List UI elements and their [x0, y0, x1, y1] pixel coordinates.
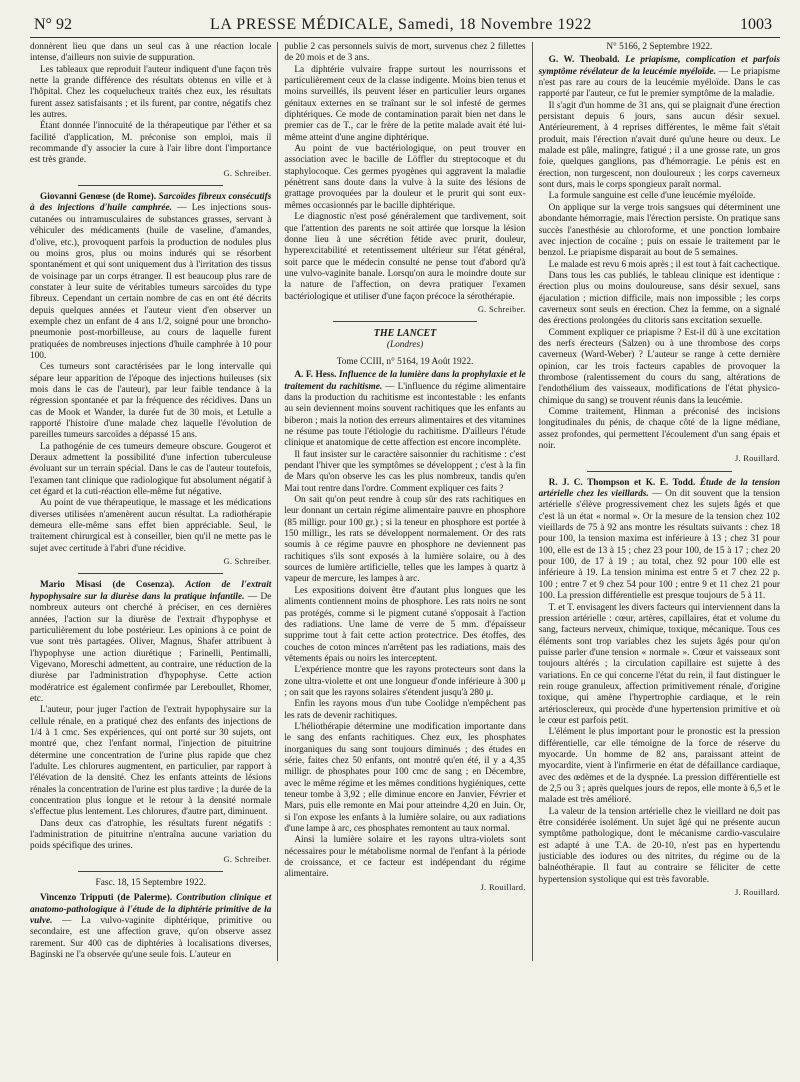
article-author: Mario Misasi (de Cosenza). [40, 580, 175, 591]
article-body: — Les injections sous-cutanées ou intramusculaires de substances grasses, servant à véhiculer des médicaments (huile de vaseline, d'amandes, d'olive, etc.), provoquent parfois la production de nodules plus ou moins gros, plus ou moins indurés qui se résorbent spontanément et qui sont uniquement dus à l'irritation des tissus de voisinage par un corps étranger. Il est beaucoup plus rare de constater à leur suite de véritables tumeurs sarcoïdes du type fibreux. Cependant un certain nombre de cas en ont été décrits depuis quelques années et l'auteur vient d'en observer un exemple chez un enfant de 4 ans 1/2, soigné pour une broncho-pneumonie post-morbilleuse, au cours de laquelle furent pratiquées de nombreuses injections d'huile camphrée à 10 pour 100. [30, 203, 272, 361]
divider [78, 871, 223, 872]
article-title: Influence de la lumière dans la prophylaxie et le traitement du rachitisme. [284, 370, 526, 392]
article-body: — De nombreux auteurs ont cherché à préciser, en ces dernières années, l'action sur la diurèse de l'extrait d'hypophyse et particulièrement du lobe postérieur. Les opinions à ce point de vue sont très partagées. Oliver, Magnus, Shafer attribuent à l'hypophyse une action diurétique ; Farinelli, Pentimalli, Vigevano, Moreschi admettent, au contraire, une réduction de la diurèse par l'administration d'hypophyse. Cette action modératrice est également confirmée par Lereboullet, Rhomer, etc. [30, 591, 272, 704]
paragraph: T. et T. envisagent les divers facteurs qui interviennent dans la pression artérielle : cœur, artères, capillaires, état et volume du sang, facteurs nerveux, chimique, toxique, mécanique. Tous ces éléments sont trop variables chez les sujets âgés pour qu'on puisse parler d'une tension « normale ». Cœur et vaisseaux sont toujours altérés ; la circulation capillaire est sujette à des variations. En ce qui concerne l'état du rein, il faut distinguer le rein rouge granuleux, affection primitivement rénale, d'origine toxique, qui amène l'hypertrophie cardiaque, et le rein artériosclereux, qui procède d'une hypertension primitive et où le cœur est parfois petit. [538, 602, 781, 726]
article-title: Étude de la tension artérielle chez les vieillards. [538, 477, 781, 500]
column-1 [30, 42, 271, 961]
paragraph: La valeur de la tension artérielle chez le vieillard ne doit pas être considérée isolément. Un sujet âgé qui ne présente aucun symptôme pathologique, dont le mécanisme cardio-vasculaire est adapté à une T.A. de 20-10, n'est pas en hypertendu justiciable des iodures ou des nitrites, du régime ou de la balnéothérapie. Il faut au contraire se féliciter de cette hypertension systolique qui est très favorable. [538, 806, 781, 885]
running-title: LA PRESSE MÉDICALE, Samedi, 18 Novembre 1922 [210, 16, 592, 33]
journal-issue: N° 5166, 2 Septembre 1922. [606, 42, 713, 52]
paragraph: Les expositions doivent être d'autant plus longues que les aliments contiennent moins de phosphore. Les rats noirs ne sont pas protégés, comme si le pigment cutané s'opposait à l'action des radiations. Une lame de verre de 5 mm. d'épaisseur supprime tout à fait cette action protectrice. Des étoffes, des couches de coton minces n'arrêtent pas les radiations, mais des vêtements épais ou noirs les interceptent. [284, 585, 526, 664]
paragraph: La diphtérie vulvaire frappe surtout les nourrissons et particulièrement ceux de la classe indigente. Moins bien tenus et moins surveillés, ils peuvent léser en particulier leurs organes génitaux externes en se traînant sur le sol infesté de germes diphtériques. Ce mode de contamination parait bien net dans le premier cas de T., car le frère de la petite malade avait été lui-même atteint d'une angine diphtérique. [284, 64, 526, 143]
paragraph: La formule sanguine est celle d'une leucémie myéloïde. [548, 191, 756, 202]
divider [78, 573, 223, 574]
paragraph: Dans deux cas d'atrophie, les résultats furent négatifs : l'administration de pituitrine n'entraîna aucune variation du poids spécifique des urines. [30, 818, 272, 852]
article-misasi [30, 580, 271, 705]
article-title: Sarcoïdes fibreux consécutifs à des injections d'huile camphrée. [30, 192, 272, 214]
paragraph: Comme traitement, Hinman a préconisé des incisions longitudinales du pénis, de chaque côté de la ligne médiane, assez profondes, qui permettent l'écoulement d'un sang épais et noir. [538, 407, 781, 452]
article-thompson-todd [539, 478, 780, 603]
header-rule [30, 37, 780, 38]
signature: J. Rouillard. [734, 888, 781, 898]
journal-city: (Londres) [386, 339, 424, 350]
columns [30, 42, 780, 961]
article-body: — L'influence du régime alimentaire dans la production du rachitisme est incontestable : les enfants au sein deviennent moins souvent rachitiques que les enfants au biberon ; mais la notion des erreurs alimentaires et des vitamines ne résume pas toute l'étiologie du rachitisme. D'ailleurs l'étude clinique et anatomique de cette affection est encore incomplète. [284, 381, 526, 449]
paragraph: Au point de vue thérapeutique, le massage et les médications diverses utilisées n'amenèrent aucun résultat. La radiothérapie demeura elle-même sans effet bien appréciable. Seul, le traitement chirurgical est à conseiller, bien qu'il ne mette pas le sujet avec certitude à l'abri d'une récidive. [30, 498, 272, 554]
journal-title: THE LANCET [373, 328, 437, 340]
paragraph: Ces tumeurs sont caractérisées par le long intervalle qui sépare leur apparition de l'époque des injections huileuses (six mois dans le cas de l'auteur), par leur faible tendance à la régression spontanée et par la fréquence des récidives. Dans un cas de Mook et Wander, la durée fut de 30 mois, et Letulle a rapporté l'histoire d'une malade chez laquelle l'évolution de pareilles tumeurs sarcoïdes a dépassé 15 ans. [30, 362, 272, 441]
page-number: 1003 [740, 16, 772, 33]
fascicle-date: Fasc. 18, 15 Septembre 1922. [95, 878, 206, 889]
article-title: Action de l'extrait hypophysaire sur la diurèse dans la pratique infantile. [30, 580, 272, 602]
column-separator [277, 42, 278, 961]
article-body: — Le priapisme n'est pas rare au cours de la leucémie myéloïde. Dans le cas rapporté par l'auteur, ce fut le premier symptôme de la maladie. [538, 66, 781, 100]
article-genoese [30, 192, 271, 362]
paragraph: Dans tous les cas publiés, le tableau clinique est identique : érection plus ou moins douloureuse, sans désir sexuel, sans éjaculation ; miction difficile, mais non impossible ; les corps caverneux sont seuls en érection. Chez la femme, on a signalé des érections prolongées du clitoris sans excitation sexuelle. [538, 270, 781, 327]
paragraph: On applique sur la verge trois sangsues qui déterminent une abondante hémorragie, mais l'érection persiste. On pratique sans succès l'anesthésie au chloroforme, et une ponction lombaire avec injection de cocaïne ; puis on essaie le traitement par le benzol. Le priapisme disparait au bout de 5 semaines. [538, 202, 781, 259]
article-title: Contribution clinique et anatomo-pathologique à l'étude de la diphtérie primitive de la vulve. [30, 893, 272, 927]
paragraph: donnèrent lieu que dans un seul cas à une réaction locale intense, d'ailleurs non suivie de suppuration. [30, 42, 272, 64]
paragraph: Le diagnostic n'est posé généralement que tardivement, soit que l'attention des parents ne soit attirée que lorsque la lésion donne lieu à une sécrétion fétide avec prurit, douleur, hyperexcitabilité et retentissement ultérieur sur l'état général, soit parce que le médecin consulté ne pense tout d'abord qu'à une vulvo-vaginite banale. Lorsqu'on aura le moindre doute sur la nature de l'affection, on devra pratiquer l'examen bactériologique et utiliser d'une façon précoce la sérothérapie. [284, 212, 526, 302]
issue-number: N° 92 [34, 16, 72, 33]
column-3 [539, 42, 780, 961]
paragraph: Ainsi la lumière solaire et les rayons ultra-violets sont nécessaires pour le métabolisme normal de l'enfant à la période de croissance, et ce facteur est indépendant du régime alimentaire. [284, 835, 526, 880]
paragraph: Au point de vue bactériologique, on peut trouver en association avec le bacille de Löffler du streptocoque et du staphylocoque. Ces germes pyogènes qui aggravent la maladie pénètrent sans doute dans la vulve à la suite des lésions de grattage provoquées par la douleur et le prurit qui sont eux-mêmes occasionnés par le bacille diphtérique. [284, 144, 526, 211]
signature: J. Rouillard. [734, 454, 781, 464]
paragraph: L'héliothérapie détermine une modification importante dans le sang des enfants rachitiques. Chez eux, les phosphates inorganiques du sang sont toujours diminués ; des études en série, faites chez 50 enfants, ont montré qu'en été, il y a 4,35 milligr. de phosphates pour 100 cmc de sang ; en Décembre, avec le même régime et les mêmes conditions hygiéniques, cette teneur tombe à 3,92 ; elle diminue encore en Janvier, Février et Mars, puis elle remonte en Mai pour atteindre 4,20 en Juin. Or, si l'on expose les enfants à la lumière solaire, ou aux radiations d'une lampe à arc, ces phosphates remontent au taux normal. [284, 721, 526, 835]
column-2 [284, 42, 525, 961]
paragraph: Étant donnée l'innocuité de la thérapeutique par l'éther et sa facilité d'application, M. préconise son emploi, mais il recommande d'y associer la cure à l'air libre dont l'importance est très grande. [30, 121, 272, 166]
article-tripputi [30, 893, 271, 961]
paragraph: L'élément le plus important pour le pronostic est la pression différentielle, car elle témoigne de la force de réserve du myocarde. Un homme de 82 ans, paraissant atteint de myocardite, vient à l'infirmerie en état de défaillance cardiaque, avec des œdèmes et de la dyspnée. La pression différentielle est de 2,5 ou 3 ; après quelques jours de repos, elle monte à 6,5 et le malade est très amélioré. [538, 727, 781, 806]
divider [78, 185, 223, 186]
article-author: Vincenzo Tripputi (de Palerme). [40, 893, 173, 904]
paragraph: L'auteur, pour juger l'action de l'extrait hypophysaire sur la cellule rénale, en a pratiqué chez des enfants des injections de 1/4 à 1 cmc. Ses expériences, qui ont porté sur 30 sujets, ont montré que, chez l'enfant normal, l'injection de pituitrine détermine une concentration de l'urine plus rapide que chez l'adulte. Les chlorures augmentent, en particulier, par rapport à l'élévation de la densité. Chez les enfants atteints de lésions rénales la concentration de l'urine est plus tardive ; la durée de la concentration plus longue et le retour à la densité normale s'effectue plus lentement. Les chlorures, d'autre part, diminuent. [30, 705, 272, 818]
article-author: Giovanni Genœse (de Rome). [40, 192, 157, 203]
divider [587, 471, 732, 472]
column-separator [532, 42, 533, 961]
article-author: A. F. Hess. [294, 370, 337, 381]
article-theobald [539, 55, 780, 100]
signature: J. Rouillard. [480, 882, 526, 892]
signature: G. Schreiber. [223, 854, 272, 864]
signature: G. Schreiber. [223, 168, 272, 178]
paragraph: On sait qu'on peut rendre à coup sûr des rats rachitiques en leur donnant un certain régime alimentaire pauvre en phosphore (85 milligr. pour 100 gr.) ; si la teneur en phosphore est portée à 150 milligr., les rats se développent normalement. Or des rats soumis à ce régime pauvre en phosphore ne deviennent pas rachitiques s'ils sont exposés à la lumière solaire, ou à des sources de lumière artificielle, telles que les lampes à quartz à vapeur de mercure, les lampes à arc. [284, 495, 526, 585]
paragraph: La pathogénie de ces tumeurs demeure obscure. Gougerot et Deraux admettent la possibilité d'une infection tuberculeuse évoluant sur un terrain spécial. Dans le cas de l'auteur toutefois, l'examen tant clinique que radiologique fut absolument négatif à cet égard et la cuti-réaction elle-même fut négative. [30, 441, 272, 498]
paragraph: Comment expliquer ce priapisme ? Est-il dû à une excitation des nerfs érecteurs (Salzen) ou à une thrombose des corps caverneux (Ward-Weber) ? L'auteur se range à cette dernière opinion, car les trois facteurs capables de provoquer la thrombose (ralentissement du cours du sang, altérations de l'endothélium des vaisseaux, modifications de l'état physico-chimique du sang) se trouvent réunis dans la leucémie. [538, 327, 781, 406]
paragraph: Le malade est revu 6 mois après ; il est tout à fait cachectique. [548, 259, 780, 270]
paragraph: Enfin les rayons mous d'un tube Coolidge n'empêchent pas les rats de devenir rachitiques. [284, 699, 526, 721]
divider [333, 321, 478, 322]
article-author: R. J. C. Thompson et K. E. Todd. [548, 477, 696, 488]
article-hess [284, 370, 525, 449]
article-author: G. W. Theobald. [548, 55, 620, 66]
article-body: — La vulvo-vaginite diphtérique, primitive ou secondaire, est une affection grave, qu'on observe assez rarement. Sur 400 cas de diphtéries à localisations diverses, Baginski ne l'a observée qu'une seule fois. L'auteur en [30, 916, 272, 961]
paragraph: Il s'agit d'un homme de 31 ans, qui se plaignait d'une érection persistant depuis 6 jours, sans aucun désir sexuel. Antérieurement, à 4 reprises différentes, le même fait s'était produit, mais l'érection n'avait duré qu'une heure ou deux. Le malade est pâle, malingre, fatigué ; il a une grosse rate, un gros foie, quelques ganglions, pas d'hémorragie. Le pénis est en érection, non turgescent, non douloureux ; les corps caverneux sont durs, mais le corps spongieux paraît normal. [538, 100, 781, 191]
paragraph: publie 2 cas personnels suivis de mort, survenus chez 2 fillettes de 20 mois et de 3 ans. [284, 42, 526, 64]
signature: G. Schreiber. [477, 304, 526, 314]
signature: G. Schreiber. [223, 557, 272, 567]
paragraph: L'expérience montre que les rayons protecteurs sont dans la zone ultra-violette et ont une longueur d'onde inférieure à 300 μ ; on sait que les rayons solaires s'étendent jusqu'à 280 μ. [284, 665, 526, 698]
paragraph: Les tableaux que reproduit l'auteur indiquent d'une façon très nette la grande différence des résultats obtenus en ville et à l'hôpital. Chez les coqueluchеux traités chez eux, les résultats furent assez satisfaisants ; et ils furent, par contre, négatifs chez les autres. [30, 64, 272, 121]
article-body: — On dit souvent que la tension artérielle s'élève progressivement chez les sujets âgés et que c'est là un état « normal ». Or la mesure de la tension chez 102 vieillards de 75 à 92 ans montre les résultats suivants : chez 18 pour 100, la tension maxima est inférieure à 13 ; chez 31 pour 100, elle est de 13 à 15 ; chez 23 pour 100, de 15 à 17 ; chez 20 pour 100, de 17 à 19 ; au total, chez 92 pour 100 elle est inférieure à 19. La tension minima est entre 5 et 7 chez 22 p. 100 ; entre 7 et 9 chez 54 pour 100 ; entre 9 et 11 chez 21 pour 100. La pression différentielle est presque toujours de 5 à 11. [538, 489, 781, 602]
article-title: Le priapisme, complication et parfois symptôme révélateur de la leucémie myéloïde. [538, 55, 781, 77]
page-header [24, 14, 778, 36]
paragraph: Il faut insister sur le caractère saisonnier du rachitisme : c'est pendant l'hiver que les symptômes se développent ; c'est à la fin de Mars qu'on observe les cas les plus nombreux, tandis qu'en Mai tout rentre dans l'ordre. Comment expliquer ces faits ? [284, 449, 526, 494]
journal-issue: Tome CCIII, n° 5164, 19 Août 1922. [336, 356, 474, 367]
